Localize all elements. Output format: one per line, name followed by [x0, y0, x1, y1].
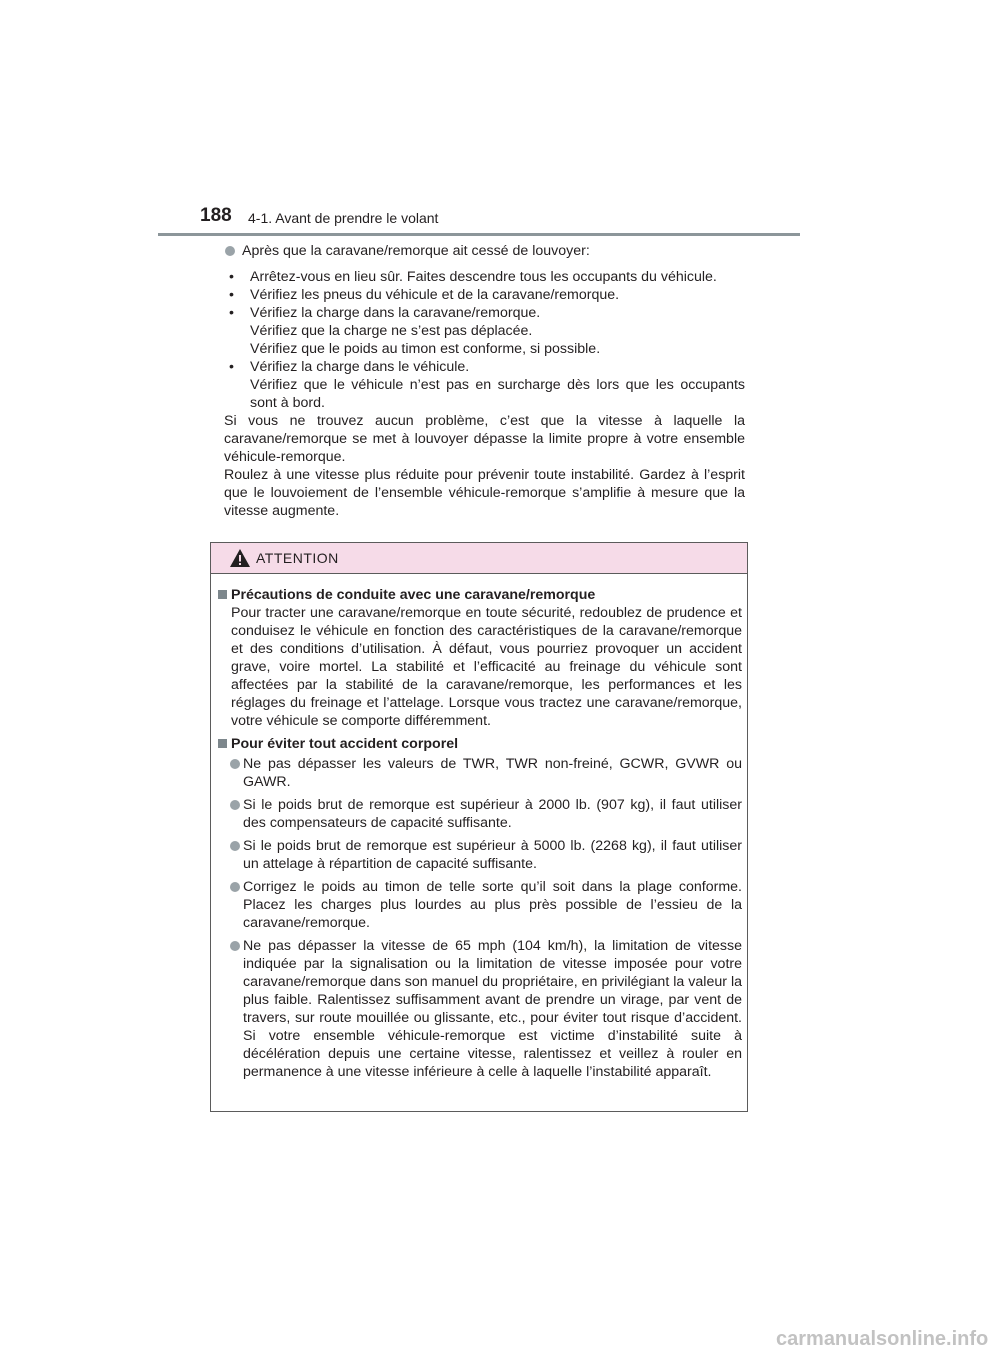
- bullet-icon: •: [229, 287, 234, 303]
- step-text: Arrêtez-vous en lieu sûr. Faites descendre tous les occupants du véhicule.: [250, 269, 717, 285]
- page-header: [200, 205, 800, 235]
- step-item: [224, 268, 745, 286]
- item-text: Ne pas dépasser les valeurs de TWR, TWR non-freiné, GCWR, GVWR ou GAWR.: [243, 756, 742, 790]
- page-number: 188: [200, 205, 232, 226]
- item-text: Si le poids brut de remorque est supérieur à 5000 lb. (2268 kg), il faut utiliser un attelage à répartition de capacité suffisante.: [243, 838, 742, 872]
- intro-paragraph: Roulez à une vitesse plus réduite pour prévenir toute instabilité. Gardez à l’esprit que le louvoiement de l’ensemble véhicule-remorque s’amplifie à mesure que la vitesse augmente.: [224, 467, 745, 519]
- warning-title: ATTENTION: [256, 550, 339, 566]
- square-bullet-icon: [218, 590, 227, 599]
- item-text: Ne pas dépasser la vitesse de 65 mph (104 km/h), la limitation de vitesse indiquée par la signalisation ou la limitation de vitesse imposée pour votre caravane/remorque dans son manuel du propriétaire, en privilégiant la valeur la plus faible. Ralentissez suffisamment avant de prendre un virage, par vent de travers, sur route mouillée ou glissante, etc., pour éviter tout risque d’accident. Si votre ensemble véhicule-remorque est victime d’instabilité suite à décélération depuis une certaine vitesse, ralentissez et veillez à rouler en permanence à une vitesse inférieure à celle à laquelle l’instabilité apparaît.: [243, 938, 742, 1080]
- step-note: Vérifiez que la charge ne s’est pas déplacée.: [250, 323, 533, 339]
- step-item: [224, 304, 745, 358]
- heading-text: Précautions de conduite avec une caravane/remorque: [231, 587, 596, 603]
- warning-heading: [218, 586, 742, 604]
- square-bullet-icon: [218, 739, 227, 748]
- step-note: Vérifiez que le véhicule n’est pas en surcharge dès lors que les occupants sont à bord.: [250, 377, 745, 411]
- step-item: [224, 358, 745, 412]
- bullet-dot-icon: [230, 941, 240, 951]
- warning-paragraph: Pour tracter une caravane/remorque en toute sécurité, redoublez de prudence et conduisez le véhicule en fonction des caractéristiques de la caravane/remorque et des conditions d’utilisation. À défaut, vous pourriez provoquer un accident grave, voire mortel. La stabilité et l’efficacité au freinage du véhicule sont affectées par la stabilité de la caravane/remorque, les performances et les réglages du freinage et l’attelage. Lorsque vous tractez une caravane/remorque, votre véhicule se comporte différemment.: [231, 605, 742, 729]
- header-divider: [158, 233, 800, 236]
- step-text: Vérifiez la charge dans le véhicule.: [250, 359, 470, 375]
- step-item: [224, 286, 745, 304]
- footer-watermark: carmanualsonline.info: [776, 1328, 988, 1350]
- bullet-dot-icon: [230, 759, 240, 769]
- heading-text: Pour éviter tout accident corporel: [231, 736, 459, 752]
- intro-section: [224, 242, 745, 520]
- step-text: Vérifiez la charge dans la caravane/remorque.: [250, 305, 541, 321]
- warning-item: [218, 837, 742, 873]
- bullet-dot-icon: [230, 800, 240, 810]
- warning-item: [218, 937, 742, 1081]
- section-title: 4-1. Avant de prendre le volant: [248, 210, 439, 226]
- warning-item: [218, 878, 742, 932]
- step-note: Vérifiez que le poids au timon est conforme, si possible.: [250, 341, 601, 357]
- bullet-dot-icon: [225, 246, 235, 256]
- warning-box: [210, 542, 748, 1112]
- warning-item: [218, 755, 742, 791]
- warning-triangle-icon: [229, 548, 251, 568]
- step-text: Vérifiez les pneus du véhicule et de la caravane/remorque.: [250, 287, 620, 303]
- bullet-icon: •: [229, 359, 234, 375]
- bullet-icon: •: [229, 269, 234, 285]
- bullet-dot-icon: [230, 882, 240, 892]
- warning-body: [211, 574, 747, 1081]
- item-text: Si le poids brut de remorque est supérieur à 2000 lb. (907 kg), il faut utiliser des compensateurs de capacité suffisante.: [243, 797, 742, 831]
- intro-paragraph: Si vous ne trouvez aucun problème, c’est que la vitesse à laquelle la caravane/remorque se met à louvoyer dépasse la limite propre à votre ensemble véhicule-remorque.: [224, 413, 745, 465]
- warning-header: [211, 543, 747, 574]
- bullet-dot-icon: [230, 841, 240, 851]
- intro-lead: Après que la caravane/remorque ait cessé de louvoyer:: [242, 243, 590, 259]
- item-text: Corrigez le poids au timon de telle sorte qu’il soit dans la plage conforme. Placez les charges plus lourdes au plus près possible de l’essieu de la caravane/remorque.: [243, 879, 742, 931]
- intro-bullet: [224, 242, 745, 260]
- warning-heading: [218, 735, 742, 753]
- bullet-icon: •: [229, 305, 234, 321]
- warning-item: [218, 796, 742, 832]
